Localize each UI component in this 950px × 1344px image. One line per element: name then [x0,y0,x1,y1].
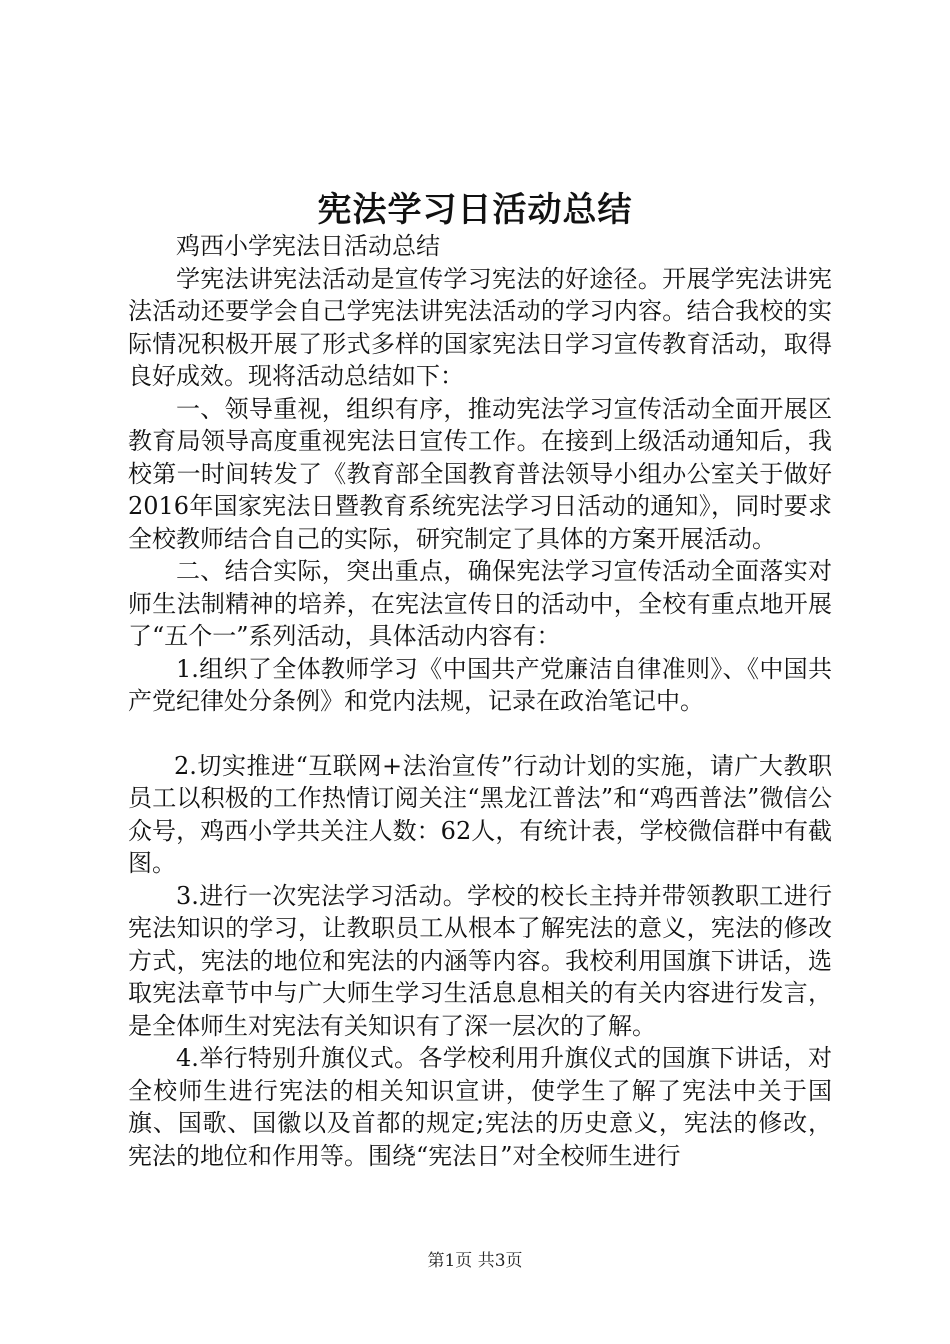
item-four-paragraph: 4.举行特别升旗仪式。各学校利用升旗仪式的国旗下讲话，对全校师生进行宪法的相关知识宣讲，使学生了解了宪法中关于国旗、国歌、国徽以及首都的规定;宪法的历史意义，宪法的修改，宪法的地位和作用等。围绕“宪法日”对全校师生进行 [128,1044,832,1170]
item-three-paragraph: 3.进行一次宪法学习活动。学校的校长主持并带领教职工进行宪法知识的学习，让教职员工从根本了解宪法的意义，宪法的修改方式，宪法的地位和宪法的内涵等内容。我校利用国旗下讲话，选取宪法章节中与广大师生学习生活息息相关的有关内容进行发言，是全体师生对宪法有关知识有了深一层次的了解。 [128,881,832,1040]
section-one-paragraph: 一、领导重视，组织有序，推动宪法学习宣传活动全面开展区教育局领导高度重视宪法日宣传工作。在接到上级活动通知后，我校第一时间转发了《教育部全国教育普法领导小组办公室关于做好2016年国家宪法日暨教育系统宪法学习日活动的通知》，同时要求全校教师结合自己的实际，研究制定了具体的方案开展活动。 [128,394,832,553]
intro-paragraph: 学宪法讲宪法活动是宣传学习宪法的好途径。开展学宪法讲宪法活动还要学会自己学宪法讲宪法活动的学习内容。结合我校的实际情况积极开展了形式多样的国家宪法日学习宣传教育活动，取得良好成效。现将活动总结如下： [128,264,832,390]
item-one-paragraph: 1.组织了全体教师学习《中国共产党廉洁自律准则》、《中国共产党纪律处分条例》和党内法规，记录在政治笔记中。 [128,654,832,715]
document-title: 宪法学习日活动总结 [317,190,633,230]
item-two-paragraph: 2.切实推进“互联网+法治宣传”行动计划的实施，请广大教职员工以积极的工作热情订阅关注“黑龙江普法”和“鸡西普法”微信公众号，鸡西小学共关注人数：62人，有统计表，学校微信群中有截图。 [128,751,832,877]
subtitle-paragraph: 鸡西小学宪法日活动总结 [176,232,440,260]
document-body [128,230,832,1172]
page-footer: 第1页 共3页 [427,1251,523,1271]
section-two-paragraph: 二、结合实际，突出重点，确保宪法学习宣传活动全面落实对师生法制精神的培养，在宪法宣传日的活动中，全校有重点地开展了“五个一”系列活动，具体活动内容有： [128,557,832,650]
